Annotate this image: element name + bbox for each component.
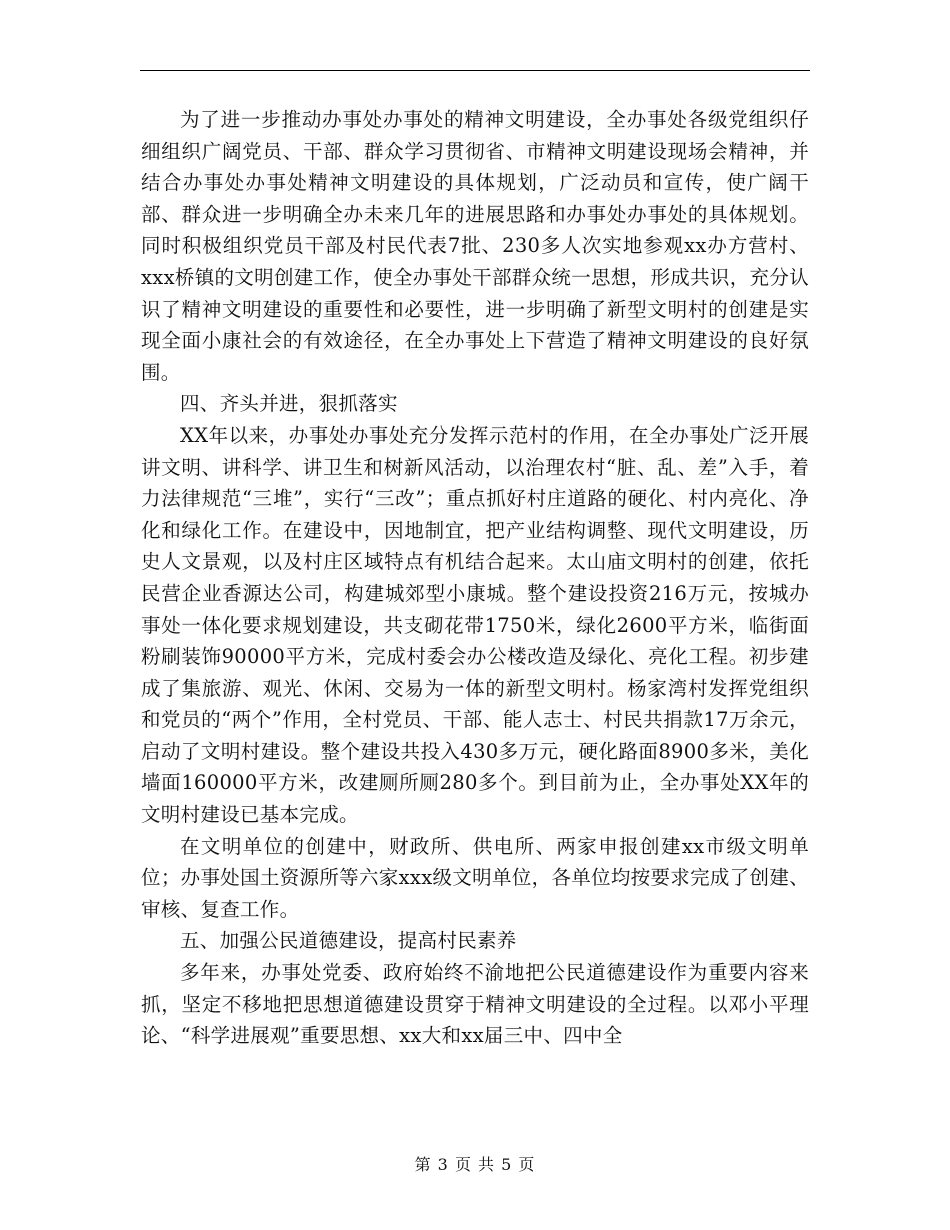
section-heading: 五、加强公民道德建设，提高村民素养 bbox=[180, 929, 517, 953]
section-heading: 四、齐头并进，狠抓落实 bbox=[180, 392, 398, 416]
paragraph: 在文明单位的创建中，财政所、供电所、两家申报创建xx市级文明单位；办事处国土资源所等六家xxx级文明单位，各单位均按要求完成了创建、审核、复查工作。 bbox=[141, 834, 809, 921]
document-body bbox=[141, 104, 809, 1052]
paragraph: 多年来，办事处党委、政府始终不渝地把公民道德建设作为重要内容来抓，坚定不移地把思想道德建设贯穿于精神文明建设的全过程。以邓小平理论、“科学进展观”重要思想、xx大和xx届三中、四中全 bbox=[141, 961, 809, 1048]
paragraph: 为了进一步推动办事处办事处的精神文明建设，全办事处各级党组织仔细组织广阔党员、干部、群众学习贯彻省、市精神文明建设现场会精神，并结合办事处办事处精神文明建设的具体规划，广泛动员和宣传，使广阔干部、群众进一步明确全办未来几年的进展思路和办事处办事处的具体规划。同时积极组织党员干部及村民代表7批、230多人次实地参观xx办方营村、xxx桥镇的文明创建工作，使全办事处干部群众统一思想，形成共识，充分认识了精神文明建设的重要性和必要性，进一步明确了新型文明村的创建是实现全面小康社会的有效途径，在全办事处上下营造了精神文明建设的良好氛围。 bbox=[141, 108, 809, 384]
paragraph: XX年以来，办事处办事处充分发挥示范村的作用，在全办事处广泛开展讲文明、讲科学、讲卫生和树新风活动，以治理农村“脏、乱、差”入手，着力法律规范“三堆”，实行“三改”；重点抓好村庄道路的硬化、村内亮化、净化和绿化工作。在建设中，因地制宜，把产业结构调整、现代文明建设，历史人文景观，以及村庄区域特点有机结合起来。太山庙文明村的创建，依托民营企业香源达公司，构建城郊型小康城。整个建设投资216万元，按城办事处一体化要求规划建设，共支砌花带1750米，绿化2600平方米，临街面粉刷装饰90000平方米，完成村委会办公楼改造及绿化、亮化工程。初步建成了集旅游、观光、休闲、交易为一体的新型文明村。杨家湾村发挥党组织和党员的“两个”作用，全村党员、干部、能人志士、村民共捐款17万余元，启动了文明村建设。整个建设共投入430多万元，硬化路面8900多米，美化墙面160000平方米，改建厕所厕280多个。到目前为止，全办事处XX年的文明村建设已基本完成。 bbox=[141, 423, 809, 827]
header-rule bbox=[140, 70, 810, 71]
page-number: 第 3 页 共 5 页 bbox=[414, 1155, 536, 1174]
